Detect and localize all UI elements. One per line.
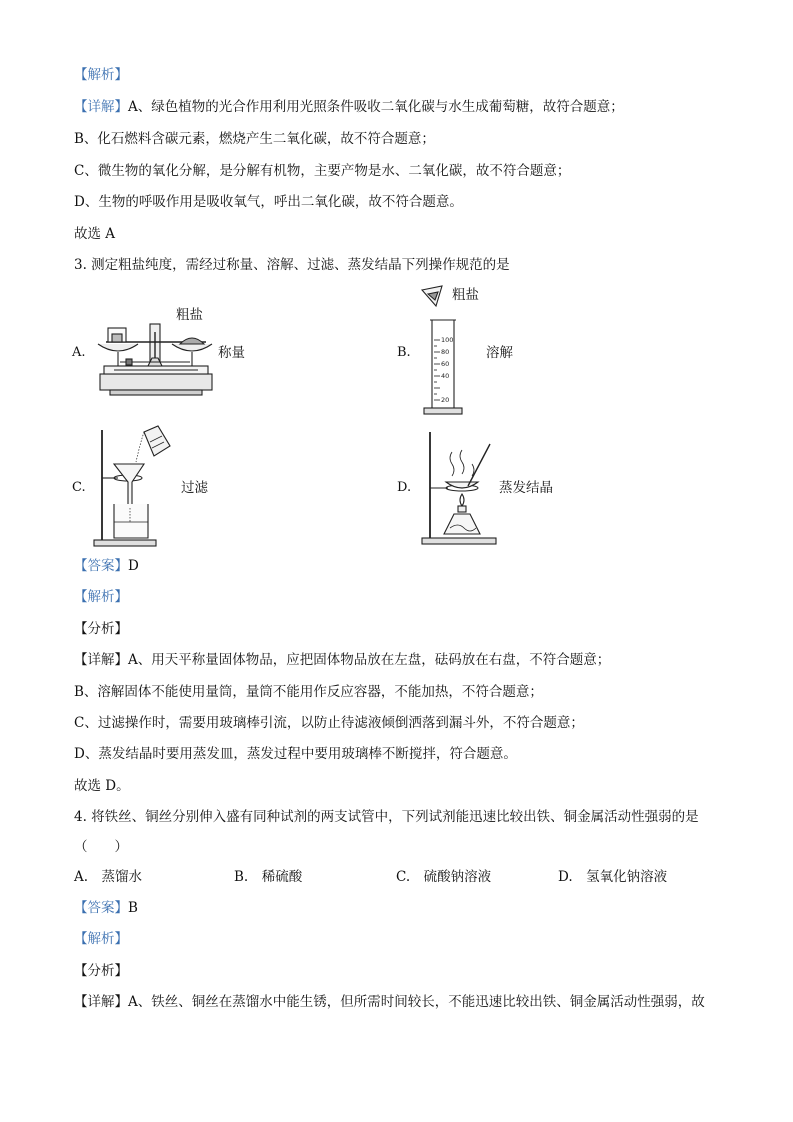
option-a-caption: 称量 — [218, 345, 245, 361]
filtration-illustration — [92, 424, 176, 548]
answer-value: D — [128, 558, 139, 574]
conclusion-line-q3: 故选 D。 — [74, 778, 130, 794]
detail-line-d-q3: D、蒸发结晶时要用蒸发皿，蒸发过程中要用玻璃棒不断搅拌，符合题意。 — [74, 746, 517, 762]
option-b-label: B. — [397, 345, 411, 360]
scale-label-80: 80 — [441, 348, 450, 356]
detail-text: A、绿色植物的光合作用利用光照条件吸收二氧化碳与水生成葡萄糖，故符合题意； — [128, 99, 624, 115]
option-b-caption: 溶解 — [486, 345, 513, 361]
conclusion-line: 故选 A — [74, 226, 116, 242]
detail-paragraph-a-q4 — [74, 993, 705, 1011]
choice-b: B. 稀硫酸 — [234, 869, 303, 885]
detail-paragraph-a — [74, 98, 624, 116]
scale-label-60: 60 — [441, 360, 450, 368]
question-4-blank: （ ） — [74, 839, 128, 855]
option-d-caption: 蒸发结晶 — [499, 480, 553, 496]
detail-line-d: D、生物的呼吸作用是吸收氧气，呼出二氧化碳，故不符合题意。 — [74, 194, 463, 210]
analysis-heading-q3: 【解析】 — [74, 589, 128, 605]
option-b-top-caption: 粗盐 — [452, 287, 479, 303]
detail-line-b: B、化石燃料含碳元素，燃烧产生二氧化碳，故不符合题意； — [74, 131, 435, 147]
balance-illustration — [96, 318, 220, 398]
question-3-stem: 3. 测定粗盐纯度，需经过称量、溶解、过滤、蒸发结晶下列操作规范的是 — [74, 257, 510, 273]
option-d-label: D. — [397, 480, 412, 495]
evaporation-illustration — [418, 430, 502, 546]
measuring-cylinder-illustration — [420, 284, 466, 418]
answer-heading: 【答案】 — [74, 558, 128, 574]
option-c-caption: 过滤 — [181, 480, 208, 496]
analysis-heading: 【解析】 — [74, 67, 128, 83]
option-c-label: C. — [72, 480, 86, 495]
question-4-stem: 4. 将铁丝、铜丝分别伸入盛有同种试剂的两支试管中，下列试剂能迅速比较出铁、铜金属活动性强弱的是 — [74, 809, 699, 825]
detail-line-b-q3: B、溶解固体不能使用量筒，量筒不能用作反应容器，不能加热，不符合题意； — [74, 684, 543, 700]
scale-label-40: 40 — [441, 372, 450, 380]
choice-a: A. 蒸馏水 — [74, 869, 143, 885]
option-a-top-caption: 粗盐 — [176, 307, 203, 323]
analyze-heading-q4: 【分析】 — [74, 963, 128, 979]
answer-line-q3 — [74, 557, 139, 575]
choice-c: C. 硫酸钠溶液 — [396, 869, 492, 885]
option-a-label: A. — [72, 345, 86, 360]
detail-text: A、铁丝、铜丝在蒸馏水中能生锈，但所需时间较长，不能迅速比较出铁、铜金属活动性强弱，故 — [128, 994, 705, 1010]
answer-value: B — [128, 900, 138, 916]
scale-label-100: 100 — [441, 336, 454, 344]
answer-line-q4 — [74, 899, 138, 917]
detail-line-c-q3: C、过滤操作时，需要用玻璃棒引流，以防止待滤液倾倒洒落到漏斗外，不符合题意； — [74, 715, 584, 731]
choice-d: D. 氢氧化钠溶液 — [558, 869, 668, 885]
detail-paragraph-a-q3 — [74, 651, 610, 669]
detail-heading: 【详解】 — [74, 652, 128, 668]
detail-heading: 【详解】 — [74, 99, 128, 115]
detail-text: A、用天平称量固体物品，应把固体物品放在左盘，砝码放在右盘，不符合题意； — [128, 652, 611, 668]
analyze-heading-q3: 【分析】 — [74, 621, 128, 637]
detail-line-c: C、微生物的氧化分解，是分解有机物，主要产物是水、二氧化碳，故不符合题意； — [74, 163, 571, 179]
scale-label-20: 20 — [441, 396, 450, 404]
detail-heading: 【详解】 — [74, 994, 128, 1010]
analysis-heading-q4: 【解析】 — [74, 931, 128, 947]
answer-heading: 【答案】 — [74, 900, 128, 916]
